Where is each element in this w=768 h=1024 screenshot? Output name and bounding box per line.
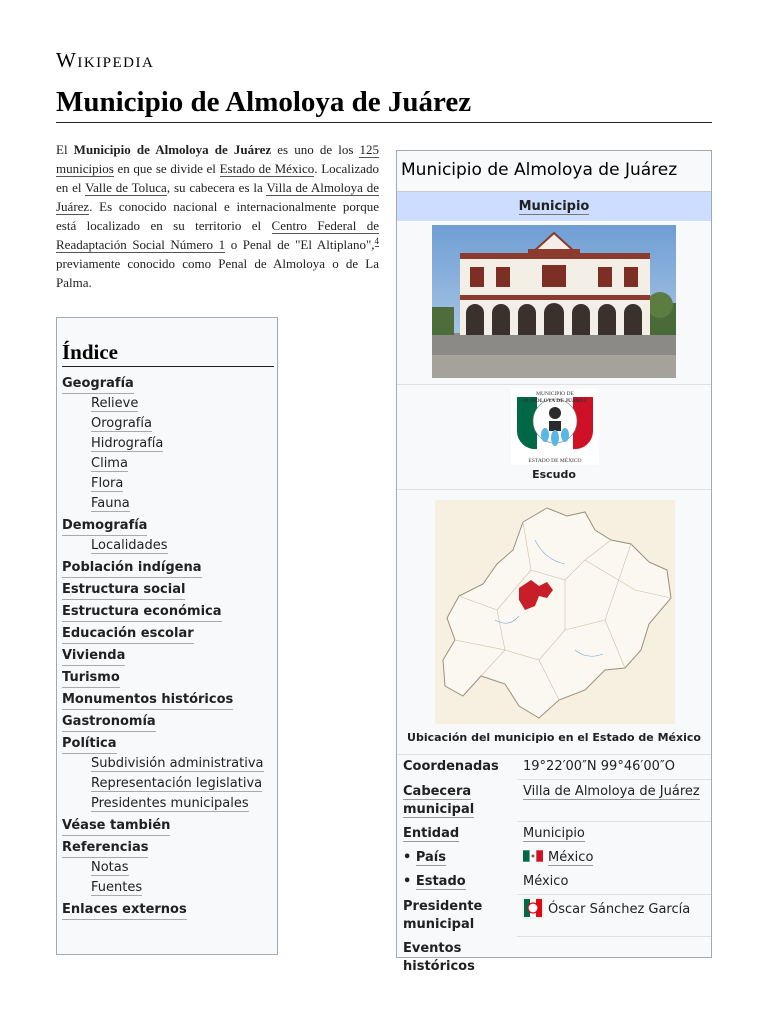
toc-item <box>62 898 277 920</box>
label-entidad: Entidad <box>403 825 460 841</box>
intro-text: El <box>56 142 74 157</box>
toc-sublink[interactable]: Flora <box>91 476 124 491</box>
page-title: Municipio de Almoloya de Juárez <box>56 86 712 123</box>
intro-text: previamente conocido como Penal de Almoloya o de La Palma. <box>56 256 379 290</box>
toc-sublink[interactable]: Representación legislativa <box>91 776 263 791</box>
row-estado <box>397 870 711 895</box>
seal-top-text: MUNICIPIO DE <box>536 391 574 397</box>
toc-link[interactable]: Véase también <box>62 817 170 836</box>
value-pais[interactable]: México <box>517 846 711 870</box>
seal-name-text: ALMOLOYA DE JUÁREZ <box>522 398 588 404</box>
value-estado[interactable]: México <box>517 870 711 895</box>
toc-subitem <box>91 474 277 494</box>
toc-sublink[interactable]: Clima <box>91 456 128 471</box>
label-estado: • Estado <box>403 874 466 889</box>
intro-text: . Es conocido nacional e internacionalmente porque está localizado en su territorio el <box>56 199 379 233</box>
toc-item <box>62 836 277 898</box>
intro-text: es uno de los <box>271 142 360 157</box>
seal-bottom-text: ESTADO DE MÉXICO <box>528 458 582 464</box>
toc-sublink[interactable]: Hidrografía <box>91 436 164 451</box>
location-map-image[interactable] <box>435 500 675 724</box>
toc-link[interactable]: Turismo <box>62 669 120 688</box>
infobox <box>396 150 712 974</box>
toc-title: Índice <box>62 340 274 367</box>
toc-item <box>62 644 277 666</box>
toc-link[interactable]: Demografía <box>62 517 147 536</box>
label-pais: • País <box>403 850 446 865</box>
table-of-contents <box>56 317 278 955</box>
toc-item <box>62 622 277 644</box>
mexico-flag-icon <box>523 850 543 862</box>
link-cefereso[interactable]: Centro Federal de Readaptación Social Número 1 <box>56 218 379 252</box>
value-entidad[interactable]: Municipio <box>523 826 585 841</box>
toc-subitem <box>91 454 277 474</box>
link-valle-de-toluca[interactable]: Valle de Toluca <box>85 180 167 195</box>
toc-sublink[interactable]: Localidades <box>91 538 168 553</box>
intro-text: en que se divide el <box>113 161 220 176</box>
value-presidente[interactable]: Óscar Sánchez García <box>517 895 711 937</box>
toc-sublink[interactable]: Presidentes municipales <box>91 796 249 811</box>
infobox-title: Municipio de Almoloya de Juárez <box>397 151 711 192</box>
coat-of-arms-image[interactable] <box>511 389 599 465</box>
toc-subitem <box>91 394 277 414</box>
toc-item <box>62 578 277 600</box>
infobox-type <box>397 192 711 222</box>
value-cabecera[interactable]: Villa de Almoloya de Juárez <box>517 780 711 822</box>
row-cabecera <box>397 780 711 822</box>
toc-link[interactable]: Gastronomía <box>62 713 156 732</box>
toc-subitem <box>91 754 277 774</box>
toc-subitem <box>91 878 277 898</box>
toc-item <box>62 814 277 836</box>
toc-item <box>62 372 277 514</box>
toc-subitem <box>91 536 277 556</box>
municipal-palace-photo[interactable] <box>432 225 676 378</box>
wikipedia-logo[interactable]: Wikipedia <box>56 48 155 72</box>
value-coordenadas[interactable]: 19°22′00″N 99°46′00″O <box>517 755 711 780</box>
toc-link[interactable]: Política <box>62 735 117 754</box>
infobox-map-cell <box>397 490 711 755</box>
toc-item <box>62 600 277 622</box>
toc-item <box>62 556 277 578</box>
value-eventos <box>517 937 711 979</box>
toc-subitem <box>91 434 277 454</box>
label-cabecera: Cabecera municipal <box>403 783 475 817</box>
toc-link[interactable]: Educación escolar <box>62 625 194 644</box>
toc-item <box>62 710 277 732</box>
toc-sublink[interactable]: Notas <box>91 860 129 875</box>
toc-item <box>62 688 277 710</box>
map-caption: Ubicación del municipio en el Estado de México <box>407 731 701 744</box>
toc-item <box>62 666 277 688</box>
pri-party-icon <box>523 898 543 918</box>
reference-4[interactable]: 4 <box>374 235 379 246</box>
toc-link[interactable]: Población indígena <box>62 559 202 578</box>
toc-subitem <box>91 414 277 434</box>
infobox-seal-cell <box>397 385 711 490</box>
toc-list <box>62 372 277 920</box>
infobox-type-link[interactable]: Municipio <box>518 199 590 214</box>
intro-paragraph <box>56 140 379 292</box>
toc-sublist <box>62 536 277 556</box>
intro-text: , su cabecera es la <box>166 180 267 195</box>
toc-sublink[interactable]: Fauna <box>91 496 130 511</box>
toc-link[interactable]: Referencias <box>62 839 148 858</box>
toc-sublink[interactable]: Subdivisión administrativa <box>91 756 264 771</box>
intro-text: o Penal de "El Altiplano", <box>225 237 375 252</box>
toc-item <box>62 732 277 814</box>
row-presidente <box>397 895 711 937</box>
toc-link[interactable]: Geografía <box>62 375 134 394</box>
toc-subitem <box>91 858 277 878</box>
row-eventos <box>397 937 711 979</box>
row-pais <box>397 846 711 870</box>
link-125-municipios[interactable]: 125 municipios <box>56 142 379 176</box>
toc-item <box>62 514 277 556</box>
toc-link[interactable]: Enlaces externos <box>62 901 187 920</box>
row-entidad <box>397 822 711 847</box>
label-eventos: Eventos históricos <box>403 940 475 974</box>
toc-sublist <box>62 858 277 898</box>
toc-link[interactable]: Estructura social <box>62 581 185 600</box>
toc-subitem <box>91 494 277 514</box>
toc-subitem <box>91 794 277 814</box>
row-coordenadas <box>397 755 711 780</box>
toc-subitem <box>91 774 277 794</box>
toc-sublist <box>62 394 277 514</box>
toc-sublink[interactable]: Fuentes <box>91 880 143 895</box>
toc-link[interactable]: Monumentos históricos <box>62 691 233 710</box>
infobox-photo-cell <box>397 222 711 385</box>
link-estado-de-mexico[interactable]: Estado de México <box>219 161 315 176</box>
toc-sublist <box>62 754 277 814</box>
intro-text: . Localizado en el <box>56 161 379 195</box>
infobox-data-table <box>397 755 711 979</box>
seal-caption: Escudo <box>532 468 576 481</box>
toc-sublink[interactable]: Orografía <box>91 416 152 431</box>
link-villa-almoloya[interactable]: Villa de Almoloya de Juárez <box>56 180 380 214</box>
intro-bold-name: Municipio de Almoloya de Juárez <box>73 142 272 157</box>
toc-sublink[interactable]: Relieve <box>91 396 139 411</box>
label-coordenadas: Coordenadas <box>403 759 499 774</box>
toc-link[interactable]: Vivienda <box>62 647 125 666</box>
label-presidente: Presidente municipal <box>403 898 483 932</box>
toc-link[interactable]: Estructura económica <box>62 603 222 622</box>
